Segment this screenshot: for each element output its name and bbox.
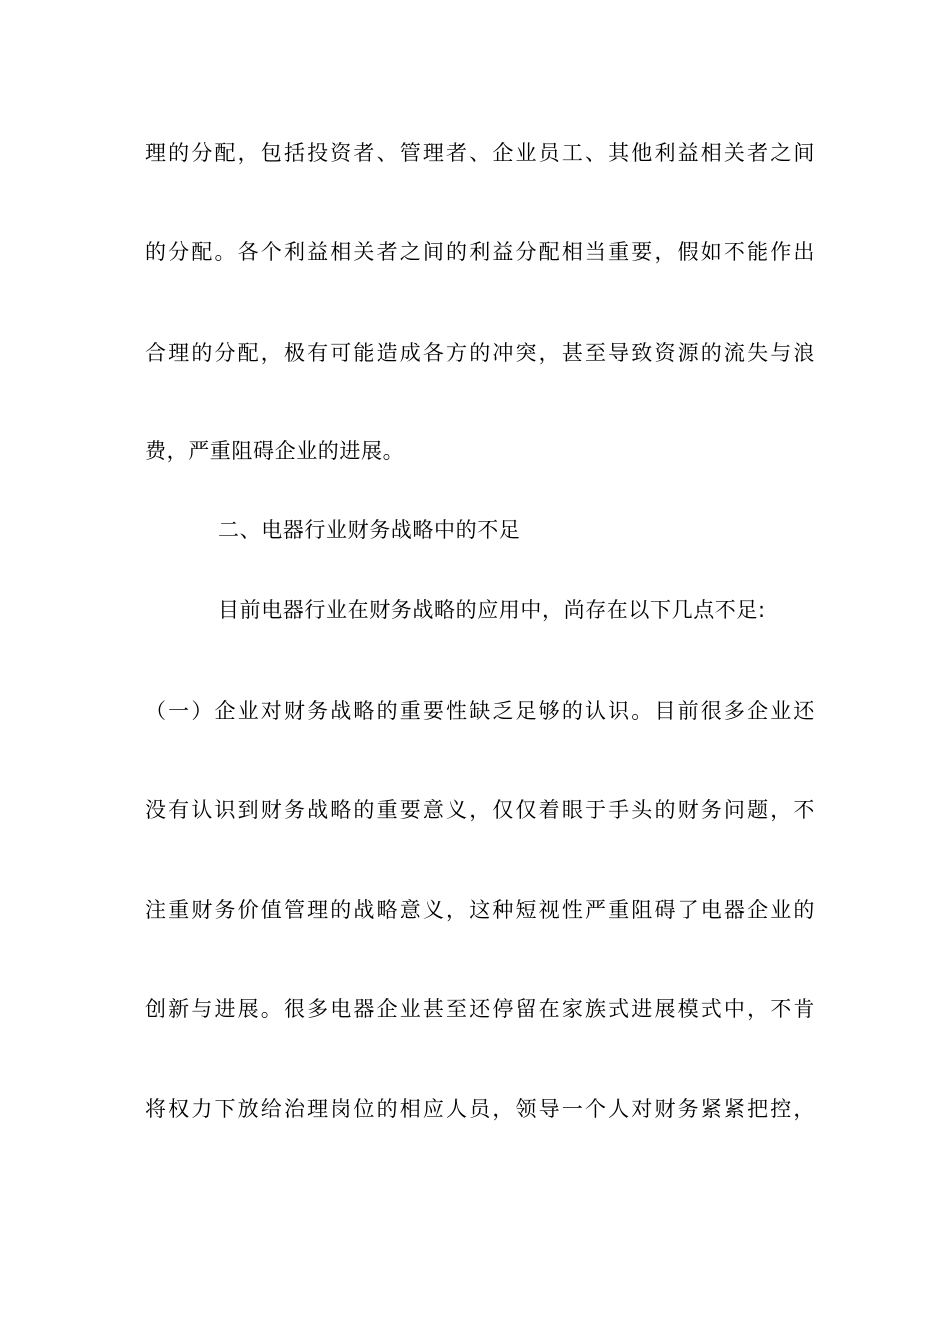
paragraph-line: 注重财务价值管理的战略意义，这种短视性严重阻碍了电器企业的 bbox=[145, 898, 815, 922]
paragraph-line: 合理的分配，极有可能造成各方的冲突，甚至导致资源的流失与浪 bbox=[145, 341, 815, 365]
section-heading: 二、电器行业财务战略中的不足 bbox=[218, 518, 521, 542]
paragraph-line: 没有认识到财务战略的重要意义，仅仅着眼于手头的财务问题，不 bbox=[145, 798, 815, 822]
paragraph-line: 的分配。各个利益相关者之间的利益分配相当重要，假如不能作出 bbox=[145, 240, 815, 264]
paragraph-line: （一）企业对财务战略的重要性缺乏足够的认识。目前很多企业还 bbox=[145, 699, 815, 723]
paragraph-line: 目前电器行业在财务战略的应用中，尚存在以下几点不足: bbox=[218, 598, 766, 622]
paragraph-line: 创新与进展。很多电器企业甚至还停留在家族式进展模式中，不肯 bbox=[145, 997, 815, 1021]
paragraph-line: 费，严重阻碍企业的进展。 bbox=[145, 439, 405, 463]
paragraph-line: 将权力下放给治理岗位的相应人员，领导一个人对财务紧紧把控， bbox=[145, 1097, 815, 1121]
paragraph-line: 理的分配，包括投资者、管理者、企业员工、其他利益相关者之间 bbox=[145, 141, 815, 165]
